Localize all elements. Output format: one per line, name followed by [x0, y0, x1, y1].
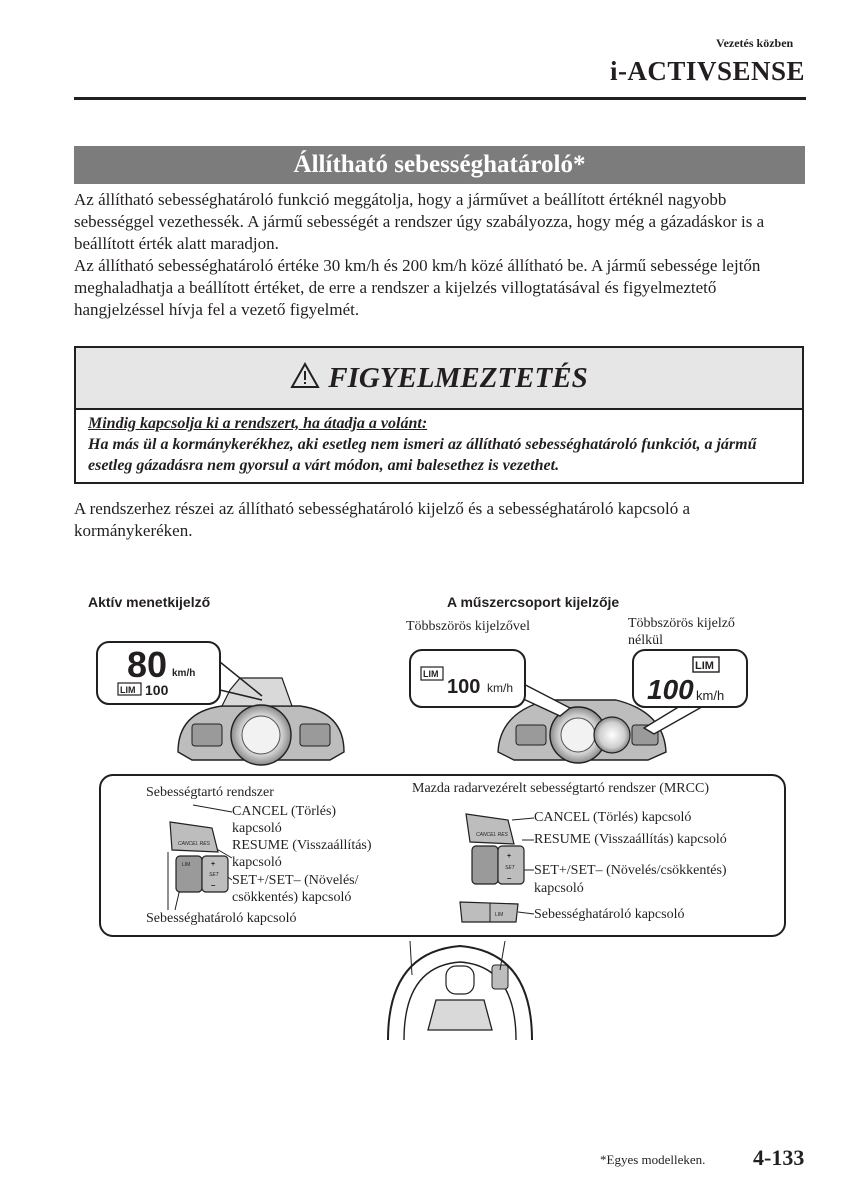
right-set-label-1: SET+/SET– (Növelés/csökkentés) — [534, 863, 727, 878]
intro-paragraph-2: Az állítható sebességhatároló értéke 30 km/h és 200 km/h közé állítható be. A jármű sebessége lejtőn meghaladhatja a beállított értéket, de erre a rendszer a kijelzés villogtatásával és figyelmeztető hangjelzéssel hívja fel a vezető figyelmét. — [74, 256, 761, 319]
svg-text:–: – — [211, 881, 216, 890]
svg-text:–: – — [507, 874, 512, 883]
svg-text:LIM: LIM — [182, 862, 191, 868]
warning-heading: Mindig kapcsolja ki a rendszert, ha átadja a volánt: — [88, 415, 428, 432]
hud-unit: km/h — [172, 668, 196, 679]
page-number: 4-133 — [753, 1145, 805, 1170]
section-label: Vezetés közben — [716, 36, 794, 50]
left-cancel-label-1: CANCEL (Törlés) — [232, 804, 337, 819]
footnote: *Egyes modelleken. — [600, 1152, 706, 1167]
cluster-nomulti-unit: km/h — [696, 688, 725, 703]
svg-text:+: + — [211, 861, 216, 868]
right-resume-label: RESUME (Visszaállítás) kapcsoló — [534, 832, 727, 847]
cluster-multi-display — [410, 650, 525, 707]
right-cancel-label: CANCEL (Törlés) kapcsoló — [534, 810, 692, 825]
cluster-multi-speed: 100 — [447, 676, 481, 698]
system-parts-paragraph: A rendszerhez részei az állítható sebességhatároló kijelző és a sebességhatároló kapcsoló a kormánykeréken. — [74, 499, 690, 540]
svg-text:SET: SET — [505, 865, 515, 871]
cluster-nomulti-speed: 100 — [647, 674, 694, 705]
right-system-label: Mazda radarvezérelt sebességtartó rendszer (MRCC) — [412, 781, 709, 796]
cluster-no-multi-display — [633, 650, 747, 707]
cluster-nomulti-lim: LIM — [695, 660, 714, 672]
svg-text:SET: SET — [209, 872, 219, 878]
right-set-label-2: kapcsoló — [534, 881, 584, 896]
left-cancel-label-2: kapcsoló — [232, 821, 282, 836]
multi-display-label: Többszörös kijelzővel — [406, 619, 531, 634]
hud-speed: 80 — [127, 644, 168, 685]
left-resume-label-2: kapcsoló — [232, 855, 282, 870]
cluster-multi-unit: km/h — [487, 681, 514, 695]
hud-lim: LIM — [120, 685, 136, 695]
left-limiter-label: Sebességhatároló kapcsoló — [146, 911, 297, 926]
left-set-label-2: csökkentés) kapcsoló — [232, 890, 352, 905]
left-resume-label-1: RESUME (Visszaállítás) — [232, 838, 372, 853]
warning-text: Ha más ül a kormánykerékhez, aki esetleg nem ismeri az állítható sebességhatároló funkciót, a jármű esetleg gázadásra nem gyorsul a várt módon, ami balesethez is vezethet. — [88, 436, 757, 474]
left-set-label-1: SET+/SET– (Növelés/ — [232, 873, 359, 888]
warning-title: FIGYELMEZTETÉS — [328, 362, 588, 394]
hud-display — [97, 642, 220, 704]
hud-label: Aktív menetkijelző — [88, 594, 211, 610]
page-title: Állítható sebességhatároló* — [74, 146, 805, 184]
svg-text:LIM: LIM — [495, 912, 504, 918]
cluster-multi-lim: LIM — [423, 669, 439, 679]
no-multi-display-label-2: nélkül — [628, 633, 663, 648]
svg-text:CANCEL RES: CANCEL RES — [476, 832, 508, 838]
intro-paragraph-1: Az állítható sebességhatároló funkció meggátolja, hogy a járművet a beállított értéknél nagyobb sebességgel vezethessék. A jármű sebességét a rendszer úgy szabályozza, hogy még a gázadáskor is a beállított érték alatt maradjon. — [74, 190, 765, 253]
hud-limit: 100 — [145, 682, 169, 698]
svg-text:+: + — [507, 853, 512, 860]
cluster-label: A műszercsoport kijelzője — [447, 594, 620, 610]
no-multi-display-label-1: Többszörös kijelző — [628, 616, 735, 631]
right-limiter-label: Sebességhatároló kapcsoló — [534, 907, 685, 922]
chapter-title: i-ACTIVSENSE — [609, 56, 805, 86]
svg-text:CANCEL RES: CANCEL RES — [178, 841, 210, 847]
steering-wheel — [388, 941, 532, 1040]
left-system-label: Sebességtartó rendszer — [146, 785, 274, 800]
